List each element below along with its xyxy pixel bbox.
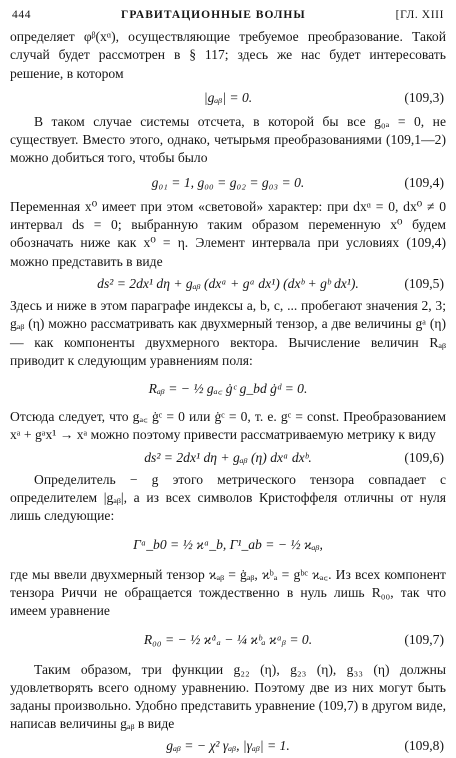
- equation-3: [10, 271, 446, 297]
- equation-number: (109,8): [404, 737, 444, 753]
- equation-number: (109,5): [404, 275, 444, 291]
- running-title: ГРАВИТАЦИОННЫЕ ВОЛНЫ: [121, 9, 306, 21]
- paragraph-6: Определитель − g этого метрического тензора совпадает с определителем |gₐᵦ|, а из всех символов Кристоффеля отличны от нуля лишь следующие:: [10, 471, 446, 524]
- paragraph-8: Таким образом, три функции g₂₂ (η), g₂₃ (η), g₃₃ (η) должны удовлетворять всего одному уравнению. Поэтому две из них могут быть заданы произвольно. Удобно представить уравнение (109,7) в другом виде, написав величины gₐᵦ в виде: [10, 661, 446, 732]
- equation-body: Rₐᵦ = − ½ gₐ꜀ ġᶜ g_bd ġᵈ = 0.: [148, 381, 308, 396]
- equation-number: (109,4): [404, 174, 444, 190]
- paragraph-4: Здесь и ниже в этом параграфе индексы a, b, c, ... пробегают значения 2, 3; gₐᵦ (η) можно рассматривать как двухмерный тензор, а две величины gᵃ (η) — как компоненты двухмерного вектора. Вычисление величин Rₐᵦ приводит к следующим уравнениям поля:: [10, 297, 446, 368]
- equation-body: gₐᵦ = − χ² γₐᵦ, |γₐᵦ| = 1.: [166, 737, 290, 753]
- equation-body: |gₐᵦ| = 0.: [203, 89, 253, 105]
- equation-body: R₀₀ = − ½ ϰ̇ᵃₐ − ¼ ϰᵇₐ ϰᵃᵦ = 0.: [143, 632, 313, 648]
- equation-8: [10, 734, 446, 758]
- equation-number: (109,7): [404, 632, 444, 648]
- equation-4: [10, 370, 446, 408]
- equation-7: [10, 621, 446, 661]
- paragraph-3: Переменная x⁰ имеет при этом «световой» характер: при dxᵅ = 0, dx⁰ ≠ 0 интервал ds = 0; выбранную таким образом переменную x⁰ будем обозначать ниже как x⁰ = η. Элемент интервала при условиях (109,4) можно представить в виде: [10, 198, 446, 269]
- equation-body: ds² = 2dx¹ dη + gₐᵦ (dxᵃ + gᵃ dx¹) (dxᵇ + gᵇ dx¹).: [97, 275, 359, 291]
- equation-2: [10, 168, 446, 198]
- paragraph-2: В таком случае системы отсчета, в которой бы все g₀ₐ = 0, не существует. Вместо этого, однако, четырьмя преобразованиями (109,1—2) можно добиться того, чтобы было: [10, 113, 446, 166]
- equation-number: (109,6): [404, 449, 444, 465]
- equation-body: g₀₁ = 1, g₀₀ = g₀₂ = g₀₃ = 0.: [151, 174, 305, 190]
- page-header: [12, 6, 444, 28]
- equation-6: [10, 526, 446, 566]
- equation-1: [10, 83, 446, 113]
- page-number: 444: [12, 9, 32, 21]
- equation-number: (109,3): [404, 89, 444, 105]
- equation-body: ds² = 2dx¹ dη + gₐᵦ (η) dxᵃ dxᵇ.: [144, 449, 312, 465]
- paragraph-1: определяет φᵝ(xᵅ), осуществляющие требуемое преобразование. Такой случай будет рассмотрен в § 117; здесь же нас будет интересовать решение, в котором: [10, 29, 446, 81]
- equation-5: [10, 445, 446, 471]
- paragraph-5: Отсюда следует, что gₐ꜀ ġᶜ = 0 или ġᶜ = 0, т. е. gᶜ = const. Преобразованием xᵃ + gᵃx¹ → xᵃ можно поэтому привести рассматриваемую метрику к виду: [10, 409, 446, 443]
- paragraph-7: где мы ввели двухмерный тензор ϰₐᵦ = ġₐᵦ, ϰᵇₐ = gᵇᶜ ϰₐ꜀. Из всех компонент тензора Риччи не обращается тождественно в нуль лишь R₀₀, так что имеем уравнение: [10, 566, 446, 619]
- equation-body: Γᵃ_b0 = ½ ϰᵃ_b, Γ¹_ab = − ½ ϰₐᵦ,: [133, 537, 323, 553]
- chapter-label: [ГЛ. XIII: [395, 9, 444, 21]
- page-body: [10, 28, 446, 758]
